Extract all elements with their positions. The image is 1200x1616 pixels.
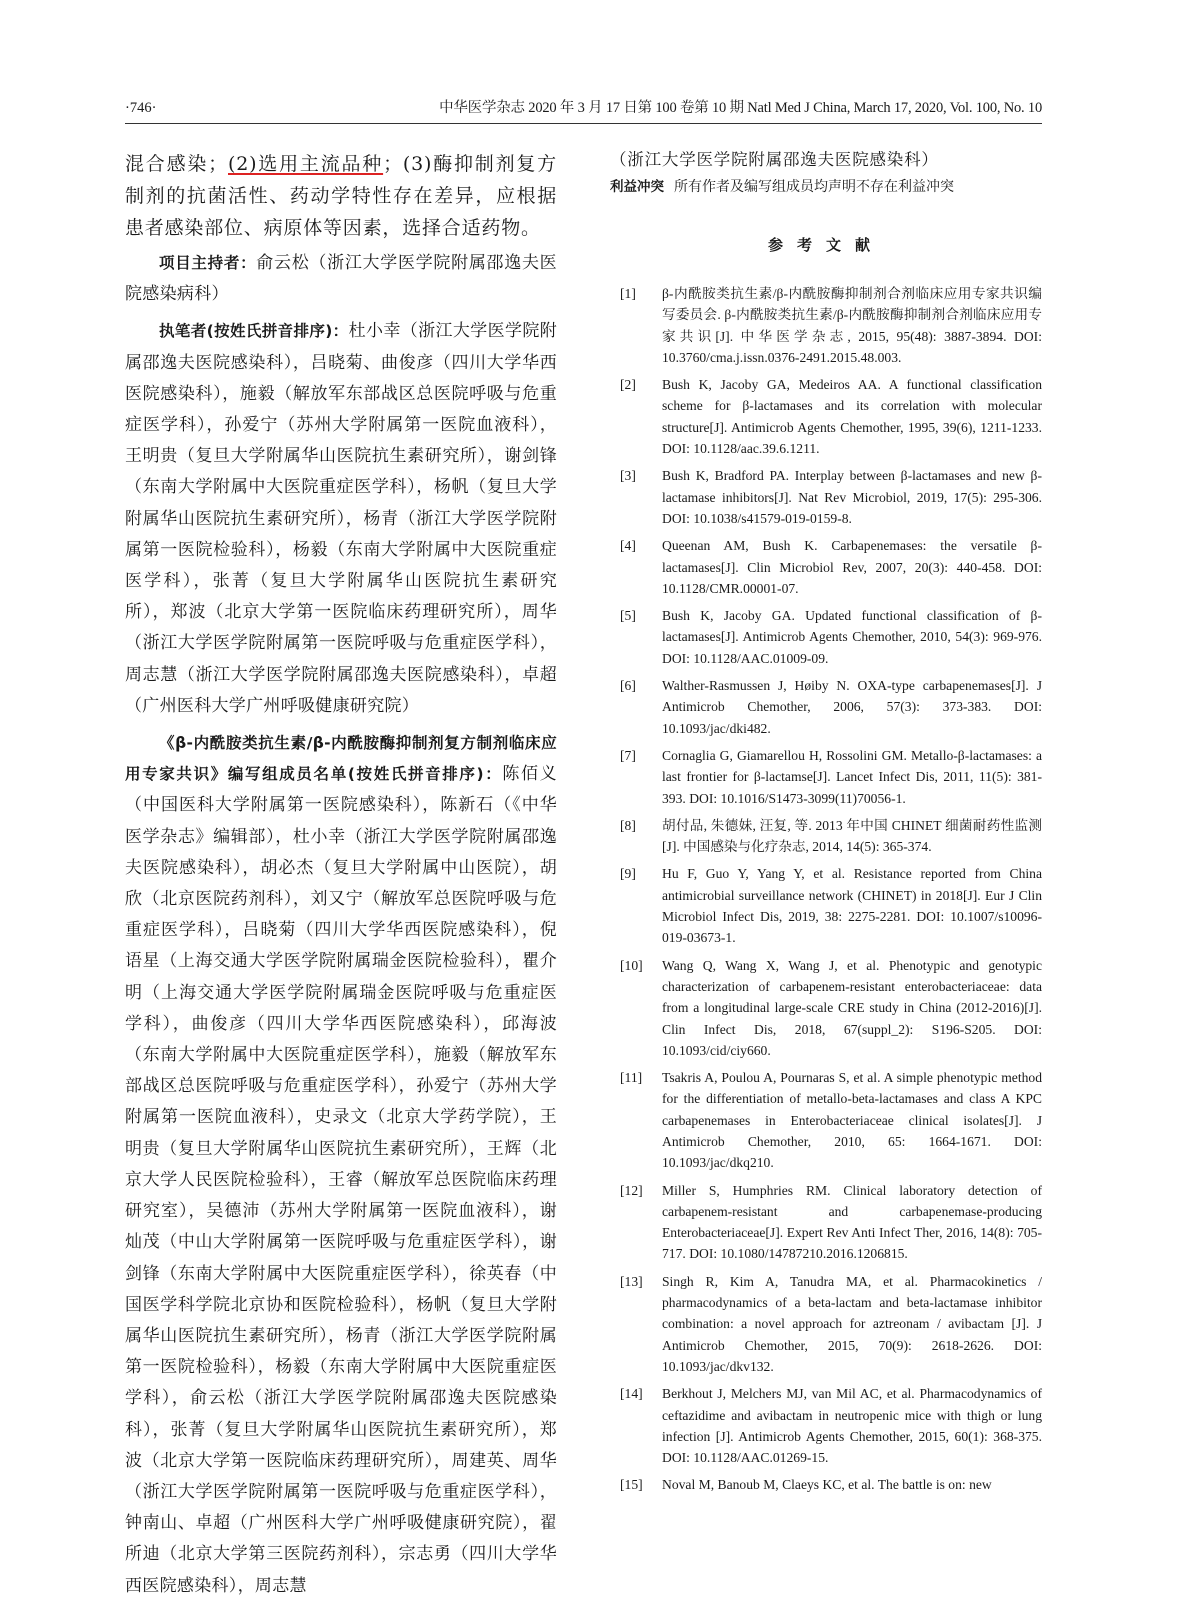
reference-item (610, 675, 1042, 739)
page-number: ·746· (125, 100, 157, 116)
members-text: 陈佰义（中国医科大学附属第一医院感染科），陈新石（《中华医学杂志》编辑部），杜小幸（浙江大学医学院附属邵逸夫医院感染科），胡必杰（复旦大学附属中山医院），胡欣（北京医院药剂科），刘又宁（解放军总医院呼吸与危重症医学科），吕晓菊（四川大学华西医院感染科），倪语星（上海交通大学医学院附属瑞金医院检验科），瞿介明（上海交通大学医学院附属瑞金医院呼吸与危重症医学科），曲俊彦（四川大学华西医院感染科），邱海波（东南大学附属中大医院重症医学科），施毅（解放军东部战区总医院呼吸与危重症医学科），孙爱宁（苏州大学附属第一医院血液科），史录文（北京大学药学院），王明贵（复旦大学附属华山医院抗生素研究所），王辉（北京大学人民医院检验科），王睿（解放军总医院临床药理研究室），吴德沛（苏州大学附属第一医院血液科），谢灿茂（中山大学附属第一医院呼吸与危重症医学科），谢剑锋（东南大学附属中大医院重症医学科），徐英春（中国医学科学院北京协和医院检验科），杨帆（复旦大学附属华山医院抗生素研究所），杨青（浙江大学医学院附属第一医院检验科），杨毅（东南大学附属中大医院重症医学科），俞云松（浙江大学医学院附属邵逸夫医院感染科），张菁（复旦大学附属华山医院抗生素研究所），郑波（北京大学第一医院临床药理研究所），周建英、周华（浙江大学医学院附属第一医院呼吸与危重症医学科），钟南山、卓超（广州医科大学广州呼吸健康研究院），翟所迪（北京大学第三医院药剂科），宗志勇（四川大学华西医院感染科），周志慧 (125, 764, 557, 1596)
reference-text: Queenan AM, Bush K. Carbapenemases: the versatile β-lactamases[J]. Clin Microbiol Rev, 2007, 20(3): 440-458. DOI: 10.1128/CMR.00001-07. (662, 538, 1042, 596)
conflict-text: 所有作者及编写组成员均声明不存在利益冲突 (674, 179, 954, 195)
reference-text: Singh R, Kim A, Tanudra MA, et al. Pharmacokinetics / pharmacodynamics of a beta-lactam and beta-lactamase inhibitor combination: a novel approach for aztreonam / avibactam [J]. J Antimicrob Chemother, 2015, 70(9): 2618-2626. DOI: 10.1093/jac/dkv132. (662, 1273, 1042, 1374)
reference-number: [2] (620, 377, 636, 393)
reference-number: [6] (620, 678, 636, 694)
writers-label: 执笔者(按姓氏拼音排序)： (159, 322, 349, 341)
journal-citation-line: 中华医学杂志 2020 年 3 月 17 日第 100 卷第 10 期 Natl Med J China, March 17, 2020, Vol. 100, No. 10 (439, 100, 1042, 116)
references-heading: 参考文献 (767, 236, 884, 254)
highlighted-phrase: (2)选用主流品种 (228, 153, 384, 175)
reference-number: [12] (620, 1182, 643, 1198)
reference-number: [7] (620, 747, 636, 763)
reference-number: [10] (620, 957, 643, 973)
reference-item (610, 465, 1042, 529)
reference-number: [13] (620, 1273, 643, 1289)
reference-text: Tsakris A, Poulou A, Pournaras S, et al. A simple phenotypic method for the differentiation of metallo-beta-lactamases and class A KPC carbapenemases in Enterobacteriaceae clinical isolates[J]. J Antimicrob Chemother, 2010, 65: 1664-1671. DOI: 10.1093/jac/dkq210. (662, 1070, 1042, 1171)
reference-item (610, 605, 1042, 669)
reference-item (610, 1067, 1042, 1173)
project-host-label: 项目主持者： (159, 254, 257, 272)
writers-text: 杜小幸（浙江大学医学院附属邵逸夫医院感染科），吕晓菊、曲俊彦（四川大学华西医院感染科），施毅（解放军东部战区总医院呼吸与危重症医学科），孙爱宁（苏州大学附属第一医院血液科），王明贵（复旦大学附属华山医院抗生素研究所），谢剑锋（东南大学附属中大医院重症医学科），杨帆（复旦大学附属华山医院抗生素研究所），杨青（浙江大学医学院附属第一医院检验科），杨毅（东南大学附属中大医院重症医学科），张菁（复旦大学附属华山医院抗生素研究所），郑波（北京大学第一医院临床药理研究所），周华（浙江大学医学院附属第一医院呼吸与危重症医学科），周志慧（浙江大学医学院附属邵逸夫医院感染科），卓超（广州医科大学广州呼吸健康研究院） (125, 321, 557, 716)
reference-number: [1] (620, 286, 636, 301)
reference-item (610, 1474, 1042, 1495)
reference-text: Bush K, Bradford PA. Interplay between β-lactamases and new β-lactamase inhibitors[J]. Nat Rev Microbiol, 2019, 17(5): 295-306. DOI: 10.1038/s41579-019-0159-8. (662, 468, 1042, 526)
reference-item (610, 955, 1042, 1061)
conclusion-paragraph (125, 148, 557, 244)
reference-item (610, 535, 1042, 599)
reference-text: Cornaglia G, Giamarellou H, Rossolini GM. Metallo-β-lactamases: a last frontier for β-lactamse[J]. Lancet Infect Dis, 2011, 11(5): 381-393. DOI: 10.1016/S1473-3099(11)70056-1. (662, 747, 1042, 806)
reference-number: [3] (620, 468, 636, 484)
reference-text: Noval M, Banoub M, Claeys KC, et al. The battle is on: new (662, 1477, 992, 1493)
left-column (125, 148, 557, 1602)
reference-number: [4] (620, 538, 636, 554)
reference-text: Miller S, Humphries RM. Clinical laboratory detection of carbapenem-resistant and carbapenemase-producing Enterobacteriaceae[J]. Expert Rev Anti Infect Ther, 2016, 14(8): 705-717. DOI: 10.1080/14787210.2016.1206815. (662, 1182, 1042, 1262)
reference-item (610, 283, 1042, 368)
reference-number: [8] (620, 817, 636, 833)
project-host-paragraph (125, 248, 557, 310)
writers-paragraph (125, 316, 557, 722)
reference-text: β-内酰胺类抗生素/β-内酰胺酶抑制剂合剂临床应用专家共识编写委员会. β-内酰胺类抗生素/β-内酰胺酶抑制剂合剂临床应用专家共识[J]. 中华医学杂志, 2015, 95(48): 3887-3894. DOI: 10.3760/cma.j.issn.0376-2491.2015.48.003. (662, 286, 1042, 365)
members-label: 《β-内酰胺类抗生素/β-内酰胺酶抑制剂复方制剂临床应用专家共识》编写组成员名单(按姓氏拼音排序)： (125, 734, 557, 784)
reference-item (610, 745, 1042, 809)
affiliation-continuation: （浙江大学医学院附属邵逸夫医院感染科） (610, 150, 939, 169)
reference-item (610, 863, 1042, 948)
reference-number: [9] (620, 866, 636, 882)
reference-number: [15] (620, 1477, 643, 1493)
project-host-text: 俞云松（浙江大学医学院附属邵逸夫医院感染病科） (125, 253, 557, 305)
reference-number: [14] (620, 1386, 643, 1402)
reference-text: Walther-Rasmussen J, Høiby N. OXA-type carbapenemases[J]. J Antimicrob Chemother, 2006, 57(3): 373-383. DOI: 10.1093/jac/dki482. (662, 678, 1042, 736)
reference-item (610, 815, 1042, 858)
reference-text: Wang Q, Wang X, Wang J, et al. Phenotypic and genotypic characterization of carbapenem-resistant enterobacteriaceae: data from a longitudinal large-scale CRE study in China (2012-2016)[J]. Clin Infect Dis, 2018, 67(suppl_2): S196-S205. DOI: 10.1093/cid/ciy660. (662, 957, 1042, 1058)
reference-number: [5] (620, 608, 636, 624)
conflict-statement (610, 176, 1042, 198)
reference-item (610, 1180, 1042, 1265)
conclusion-text-b: ；(3)酶抑制剂复方制剂的抗菌活性、药动学特性存在差异，应根据患者感染部位、病原体等因素，选择合适药物。 (125, 153, 557, 239)
reference-text: Berkhout J, Melchers MJ, van Mil AC, et al. Pharmacodynamics of ceftazidime and avibactam in neutropenic mice with thigh or lung infection [J]. Antimicrob Agents Chemother, 2015, 60(1): 368-375. DOI: 10.1128/AAC.01269-15. (662, 1386, 1042, 1466)
reference-text: Bush K, Jacoby GA, Medeiros AA. A functional classification scheme for β-lactamases and its correlation with molecular structure[J]. Antimicrob Agents Chemother, 1995, 39(6), 1211-1233. DOI: 10.1128/aac.39.6.1211. (662, 377, 1042, 457)
reference-text: 胡付品, 朱德妹, 汪复, 等. 2013 年中国 CHINET 细菌耐药性监测[J]. 中国感染与化疗杂志, 2014, 14(5): 365-374. (662, 817, 1042, 855)
right-column (610, 148, 1042, 1502)
reference-item (610, 374, 1042, 459)
members-paragraph (125, 728, 557, 1602)
reference-text: Hu F, Guo Y, Yang Y, et al. Resistance reported from China antimicrobial surveillance network (CHINET) in 2018[J]. Eur J Clin Microbiol Infect Dis, 2019, 38: 2275-2281. DOI: 10.1007/s10096-019-03673-1. (662, 866, 1042, 946)
reference-number: [11] (620, 1070, 643, 1086)
conflict-label: 利益冲突 (610, 179, 664, 195)
reference-text: Bush K, Jacoby GA. Updated functional classification of β-lactamases[J]. Antimicrob Agents Chemother, 2010, 54(3): 969-976. DOI: 10.1128/AAC.01009-09. (662, 608, 1042, 666)
conclusion-text-a: 混合感染； (125, 153, 228, 175)
reference-item (610, 1271, 1042, 1377)
reference-item (610, 1383, 1042, 1468)
reference-list (610, 283, 1042, 1496)
running-header (125, 95, 1042, 124)
